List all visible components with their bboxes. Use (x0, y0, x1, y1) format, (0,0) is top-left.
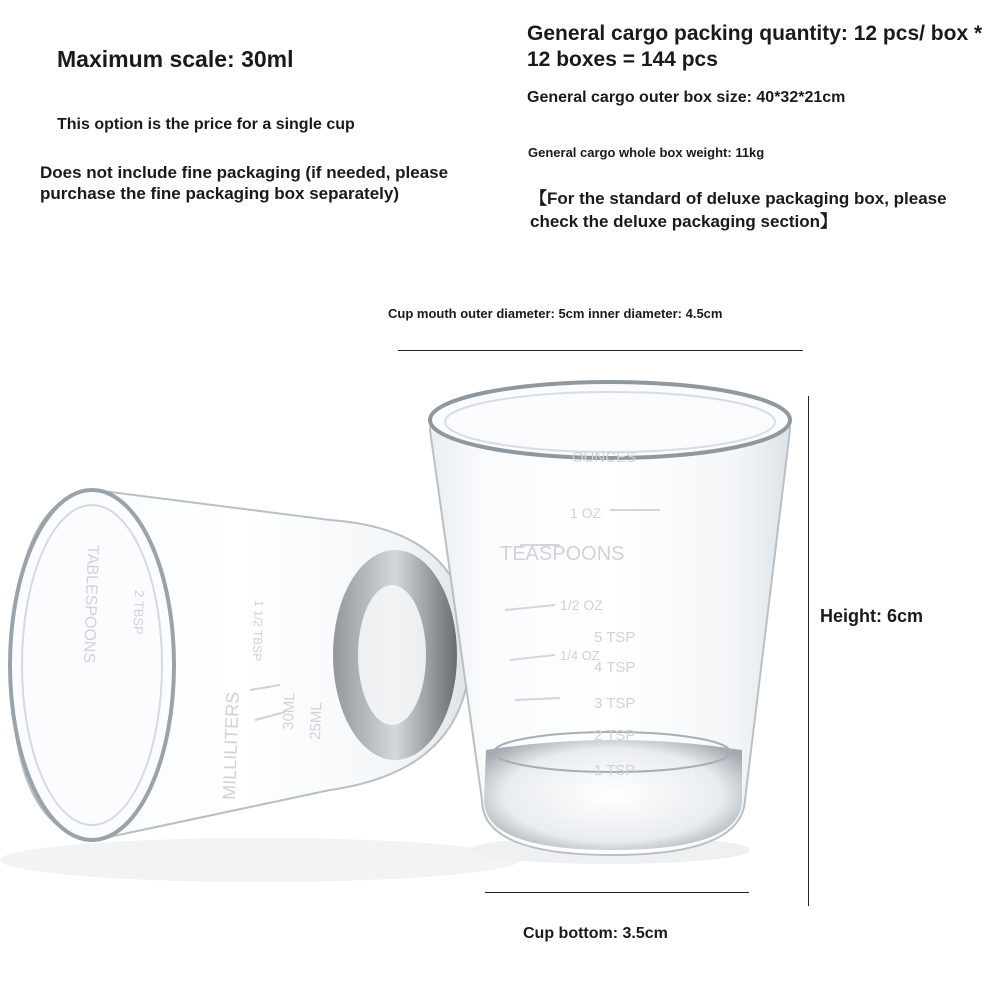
left-mark-30ml: 30ML (280, 692, 299, 731)
right-mark-1oz: 1 OZ (570, 505, 602, 521)
shot-glasses-photo (0, 360, 1000, 960)
left-mark-1-5tbsp: 1 1/2 TBSP (249, 599, 266, 662)
fine-packaging-note: Does not include fine packaging (if needed, please purchase the fine packaging box separately) (40, 163, 449, 203)
mouth-dimension-line (398, 350, 803, 351)
right-mark-2tsp: 2 TSP (594, 727, 636, 744)
deluxe-packaging-note: 【For the standard of deluxe packaging box, please check the deluxe packaging section】 (530, 189, 947, 231)
right-mark-ounces: OUNCES (572, 449, 637, 466)
single-cup-price-text: This option is the price for a single cup (57, 116, 355, 133)
packing-quantity-text: General cargo packing quantity: 12 pcs/ box * 12 boxes = 144 pcs (527, 22, 983, 71)
bottom-dimension-line (485, 892, 749, 893)
left-mark-milliliters: MILLILITERS (219, 691, 243, 801)
mouth-diameter-label: Cup mouth outer diameter: 5cm inner diameter: 4.5cm (388, 306, 723, 321)
right-mark-half-oz: 1/2 OZ (560, 597, 603, 613)
right-cup (430, 382, 790, 855)
left-mark-2tbsp: 2 TBSP (130, 589, 147, 635)
height-label: Height: 6cm (820, 606, 924, 626)
right-mark-3tsp: 3 TSP (594, 695, 636, 712)
left-mark-25ml: 25ML (307, 702, 326, 741)
right-mark-quarter-oz: 1/4 OZ (560, 648, 600, 663)
height-dimension-line (808, 396, 809, 906)
right-mark-4tsp: 4 TSP (594, 659, 636, 676)
box-weight-text: General cargo whole box weight: 11kg (528, 145, 765, 160)
left-mark-tablespoons: TABLESPOONS (79, 544, 101, 664)
right-mark-teaspoons: TEASPOONS (500, 543, 625, 565)
right-mark-5tsp: 5 TSP (594, 629, 636, 646)
right-mark-1tsp: 1 TSP (594, 762, 636, 779)
left-cup (10, 490, 470, 840)
bottom-diameter-label: Cup bottom: 3.5cm (523, 925, 668, 942)
outer-box-size-text: General cargo outer box size: 40*32*21cm (527, 89, 846, 106)
max-scale-text: Maximum scale: 30ml (57, 46, 294, 72)
